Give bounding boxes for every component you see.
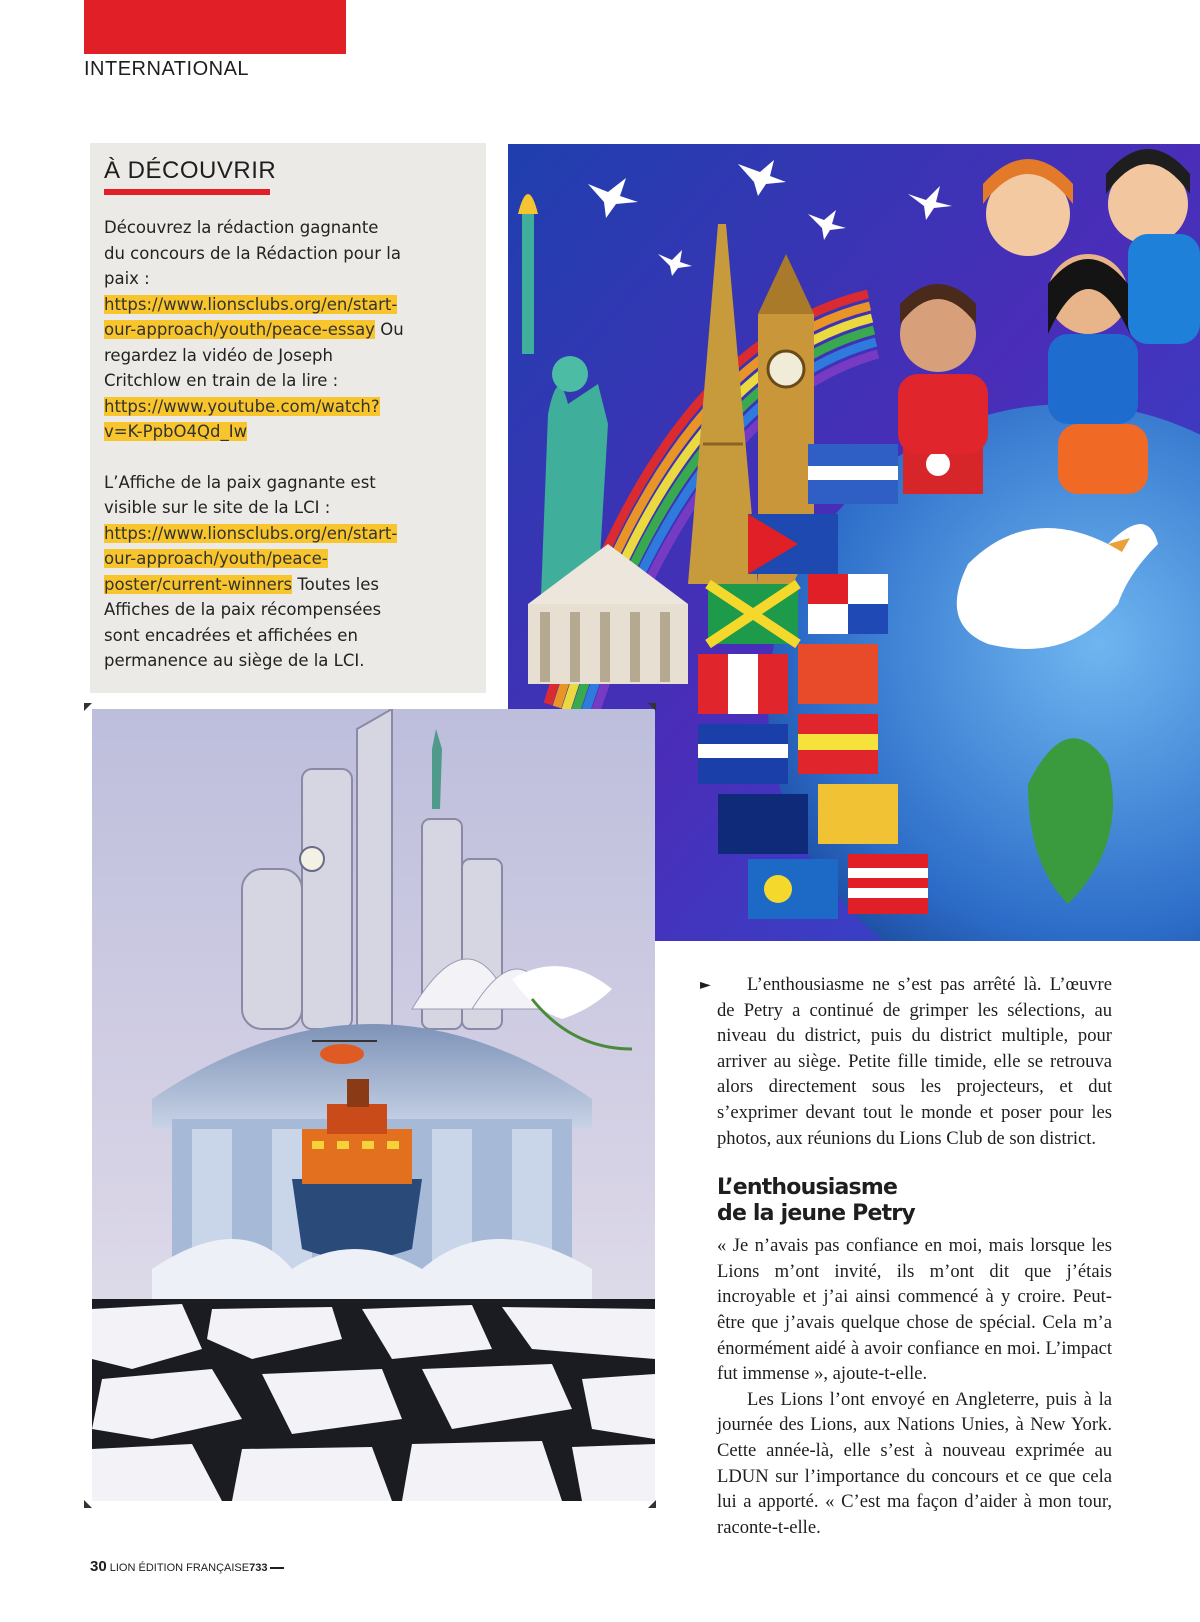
sidebar-poster-note: Toutes les Affiches de la paix récompensées sont encadrées et affichées en permanence au siège de la LCI.: [104, 574, 382, 670]
sidebar-essay-intro: Découvrez la rédaction gagnante du concours de la Rédaction pour la paix :: [104, 218, 401, 288]
publication-name: LION ÉDITION FRANÇAISE: [109, 1562, 250, 1574]
icebreaker-artwork: [92, 709, 655, 1501]
discover-sidebar: [90, 143, 486, 693]
crop-mark-icon: [84, 1500, 92, 1508]
section-label: INTERNATIONAL: [84, 58, 250, 80]
article-paragraph: « Je n’avais pas confiance en moi, mais lorsque les Lions m’ont invité, ils m’ont dit que j’étais incroyable et j’ai ainsi commencé à y croire. Peut-être que j’avais quelque chose de spécial. Cela m’a énormément aidé à avoir confiance en moi. L’impact fut immense », ajoute-t-elle.: [717, 1235, 1112, 1385]
page-footer: [90, 1558, 284, 1575]
article-column: [717, 972, 1112, 1540]
sidebar-paragraph-poster: [104, 470, 404, 674]
sidebar-title-underline: [104, 189, 270, 195]
icebreaker-illustration: [92, 709, 655, 1501]
sidebar-paragraph-essay: [104, 215, 404, 445]
page-number: 30: [90, 1558, 107, 1575]
issue-number: 733: [249, 1562, 268, 1574]
peace-essay-link[interactable]: https://www.lionsclubs.org/en/start-our-approach/youth/peace-essay: [104, 294, 398, 339]
sidebar-body: [104, 215, 404, 674]
sidebar-poster-intro: L’Affiche de la paix gagnante est visible sur le site de la LCI :: [104, 472, 376, 517]
footer-dash: [270, 1567, 284, 1569]
peace-poster-link[interactable]: https://www.lionsclubs.org/en/start-our-approach/youth/peace-poster/current-winners: [104, 523, 398, 594]
subheading-line: de la jeune Petry: [717, 1201, 915, 1227]
subheading-line: L’enthousiasme: [717, 1175, 898, 1201]
sidebar-video-intro: Ou regardez la vidéo de Joseph Critchlow en train de la lire :: [104, 320, 404, 390]
crop-mark-icon: [84, 703, 92, 711]
article-paragraph: Les Lions l’ont envoyé en Angleterre, puis à la journée des Lions, aux Nations Unies, à New York. Cette année-là, elle s’est à nouveau exprimée au LDUN sur l’importance du concours et ce que cela lui a apporté. « C’est ma façon d’aider à mon tour, raconte-t-elle.: [717, 1388, 1112, 1538]
sidebar-title: À DÉCOUVRIR: [104, 157, 277, 184]
youtube-video-link[interactable]: https://www.youtube.com/watch?v=K-PpbO4Qd_Iw: [104, 396, 380, 441]
article-subheading: [717, 1175, 1112, 1227]
section-color-bar: [84, 0, 346, 54]
article-paragraph: L’enthousiasme ne s’est pas arrêté là. L’œuvre de Petry a continué de grimper les sélections, au niveau du district, puis du district multiple, pour arriver au siège. Petite fille timide, elle se retrouva alors directement sous les projecteurs, et dut s’exprimer devant tout le monde et poser pour les photos, aux réunions du Lions Club de son district.: [717, 974, 1112, 1149]
continuation-arrow-icon: ►: [700, 977, 711, 993]
crop-mark-icon: [648, 1500, 656, 1508]
crop-mark-icon: [648, 703, 656, 711]
